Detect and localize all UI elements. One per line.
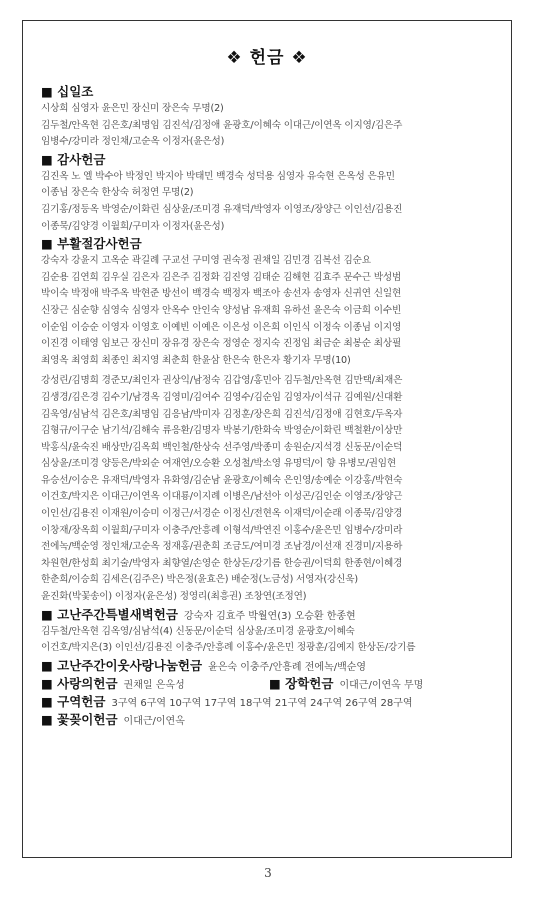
section-gonan	[41, 606, 497, 657]
name-line: 김기홍/정등옥 박영순/이화린 심상윤/조미경 유재덕/박영자 이영조/장양근 이인선/김용진	[41, 203, 403, 215]
section-heading-names: 3구역 6구역 10구역 17구역 18구역 21구역 24구역 26구역 28구역	[111, 697, 413, 709]
section-heading-names: 윤은숙 이충주/안흥례 전에녹/백순영	[208, 661, 367, 673]
name-line: 이종님 장은숙 한상숙 허정연 무명(2)	[41, 187, 194, 199]
section-heading-names: 이대근/이연옥	[123, 715, 185, 727]
section-heading: ■ 감사헌금	[41, 151, 106, 167]
section-heading-names: 권채일 은옥성	[123, 679, 185, 691]
page-number: 3	[264, 866, 272, 880]
name-line: 최영옥 최영희 최종인 최지영 최춘희 한윤삼 한은숙 한은자 황기자 무명(10)	[41, 354, 351, 366]
name-line: 이건호/박지은(3) 이인선/김용진 이충주/안흥례 이홍수/윤은민 정광훈/김예지 한상돈/강기름	[41, 642, 416, 654]
name-line: 김생경/김은경 김수기/남경옥 김영미/김여수 김영수/김순임 김영자/이석규 김예원/신대환	[41, 391, 403, 403]
section-heading: ■ 십일조	[41, 84, 94, 99]
name-line: 이종묵/김양경 이월희/구미자 이정자(윤은성)	[41, 220, 225, 232]
section-row-sarang-janghak	[41, 675, 497, 693]
section-guyeok	[41, 693, 497, 711]
name-line: 윤진화(박꽃송이) 이정자(윤은성) 정영리(최흥권) 조창연(조정연)	[41, 591, 307, 603]
section-sarang	[41, 675, 269, 693]
section-heading-label: ■ 구역헌금	[41, 693, 106, 709]
name-line: 박홍식/윤숙진 배상만/김옥희 백인철/한상숙 선주영/박종미 송원순/지석경 신동문/이순덕	[41, 441, 403, 453]
name-line: 이인선/김용진 이재원/이승미 이정근/서경순 이정신/전현옥 이재덕/이순래 이종묵/김양경	[41, 508, 403, 520]
name-line: 이건호/박지은 이대근/이연옥 이대룡/이지례 이병은/남선아 이성곤/김인순 이영조/장양근	[41, 491, 403, 503]
section-heading: ■ 부활절감사헌금	[41, 236, 142, 252]
name-line: 이창재/장옥희 이월희/구미자 이충주/안흥례 이형석/박연진 이홍수/윤은민 임병수/강미라	[41, 524, 403, 536]
name-line: 전에녹/백순영 정인채/고순옥 정재홍/권춘희 조금도/여미경 조남경/이선재 진경미/지용하	[41, 541, 403, 553]
section-heading	[41, 657, 497, 675]
section-gamsa	[41, 151, 497, 235]
section-heading-names: 이대근/이연옥 무명	[339, 679, 424, 691]
name-line: 신장근 심순향 심영숙 심영자 안옥수 안인숙 양성남 유재희 유하선 윤은숙 이금희 이수빈	[41, 304, 402, 316]
name-line: 임병수/강미라 정인채/고순옥 이정자(윤은성)	[41, 136, 225, 148]
name-line: 김진옥 노 엘 박수아 박정인 박지아 박태민 백경숙 성덕용 심영자 유숙현 은옥성 은유민	[41, 170, 395, 182]
name-line: 차원현/한성희 최기술/박영자 최향열/손영순 한상돈/강기름 한승권/이덕희 한종현/이혜경	[41, 557, 403, 569]
section-heading	[41, 711, 497, 729]
name-line: 이순임 이승순 이영자 이영호 이예빈 이예은 이은성 이은희 이인식 이정숙 이종님 이지영	[41, 321, 402, 333]
name-line: 김두철/안옥현 김은호/최명임 김진석/김정애 윤광호/이혜숙 이대근/이연옥 이지영/김은주	[41, 119, 403, 131]
name-line: 시상희 심영자 윤은민 장신미 장은숙 무명(2)	[41, 103, 224, 114]
section-sipiljo	[41, 83, 497, 151]
section-janghak	[269, 675, 497, 693]
name-line: 이진경 이태영 임보근 장신미 장유경 장은숙 정영순 정지숙 진정임 최금순 최봉순 최상필	[41, 338, 402, 350]
page-title: ❖ 헌금 ❖	[226, 48, 308, 68]
section-kkot	[41, 711, 497, 729]
name-line: 유승선/이승은 유재덕/박영자 유화영/김순남 윤광호/이혜숙 은인영/송예순 이강홍/박현숙	[41, 474, 403, 486]
section-heading	[41, 693, 497, 711]
name-line: 김형규/이구순 남기석/김해숙 류응환/김명자 박봉기/한화숙 박영순/이화린 백철환/이상만	[41, 425, 403, 437]
section-ius	[41, 657, 497, 675]
offering-content	[41, 83, 497, 729]
section-heading-names: 강숙자 김효주 박월연(3) 오승환 한종현	[183, 610, 356, 622]
name-line: 강성린/김명희 경준모/최인자 권상익/남정숙 김갑영/홍민아 김두철/안옥현 김만택/최재은	[41, 375, 403, 387]
section-heading-label: ■ 고난주간특별새벽헌금	[41, 606, 178, 622]
section-buhwal	[41, 235, 497, 605]
name-line: 김두철/안옥현 김옥영/심남석(4) 신동문/이순덕 심상윤/조미경 윤광호/이혜숙	[41, 625, 355, 637]
name-line: 강숙자 강윤지 고옥순 곽길례 구교선 구미영 권숙정 권채일 김민경 김복선 김순요	[41, 255, 371, 267]
name-line: 심상윤/조미경 양등은/박외순 여재연/오승환 오성철/박소영 유명덕/이 향 유병모/권임현	[41, 458, 397, 470]
name-line: 박이숙 박정애 박주옥 박현준 방선이 백경숙 백정자 백조아 송선자 송영자 신귀연 신일현	[41, 288, 402, 300]
section-heading-label: ■ 꽃꽂이헌금	[41, 711, 118, 727]
name-line: 김순용 김연희 김우실 김은자 김은주 김정화 김진영 김태순 김해현 김효주 문수근 박성범	[41, 271, 402, 283]
section-heading-label: ■ 고난주간이웃사랑나눔헌금	[41, 657, 203, 673]
name-line: 한춘희/이승희 김세은(김주은) 박은정(윤효은) 배순정(노금성) 서영자(강신욱)	[41, 574, 358, 586]
page-frame	[22, 20, 512, 858]
section-heading	[41, 606, 497, 624]
section-heading-label: ■ 장학헌금	[269, 675, 334, 691]
section-heading-label: ■ 사랑의헌금	[41, 675, 118, 691]
name-line: 김욱영/심남석 김은호/최명임 김응남/박미자 김정훈/장은희 김진석/김정애 김현호/두옥자	[41, 408, 403, 420]
